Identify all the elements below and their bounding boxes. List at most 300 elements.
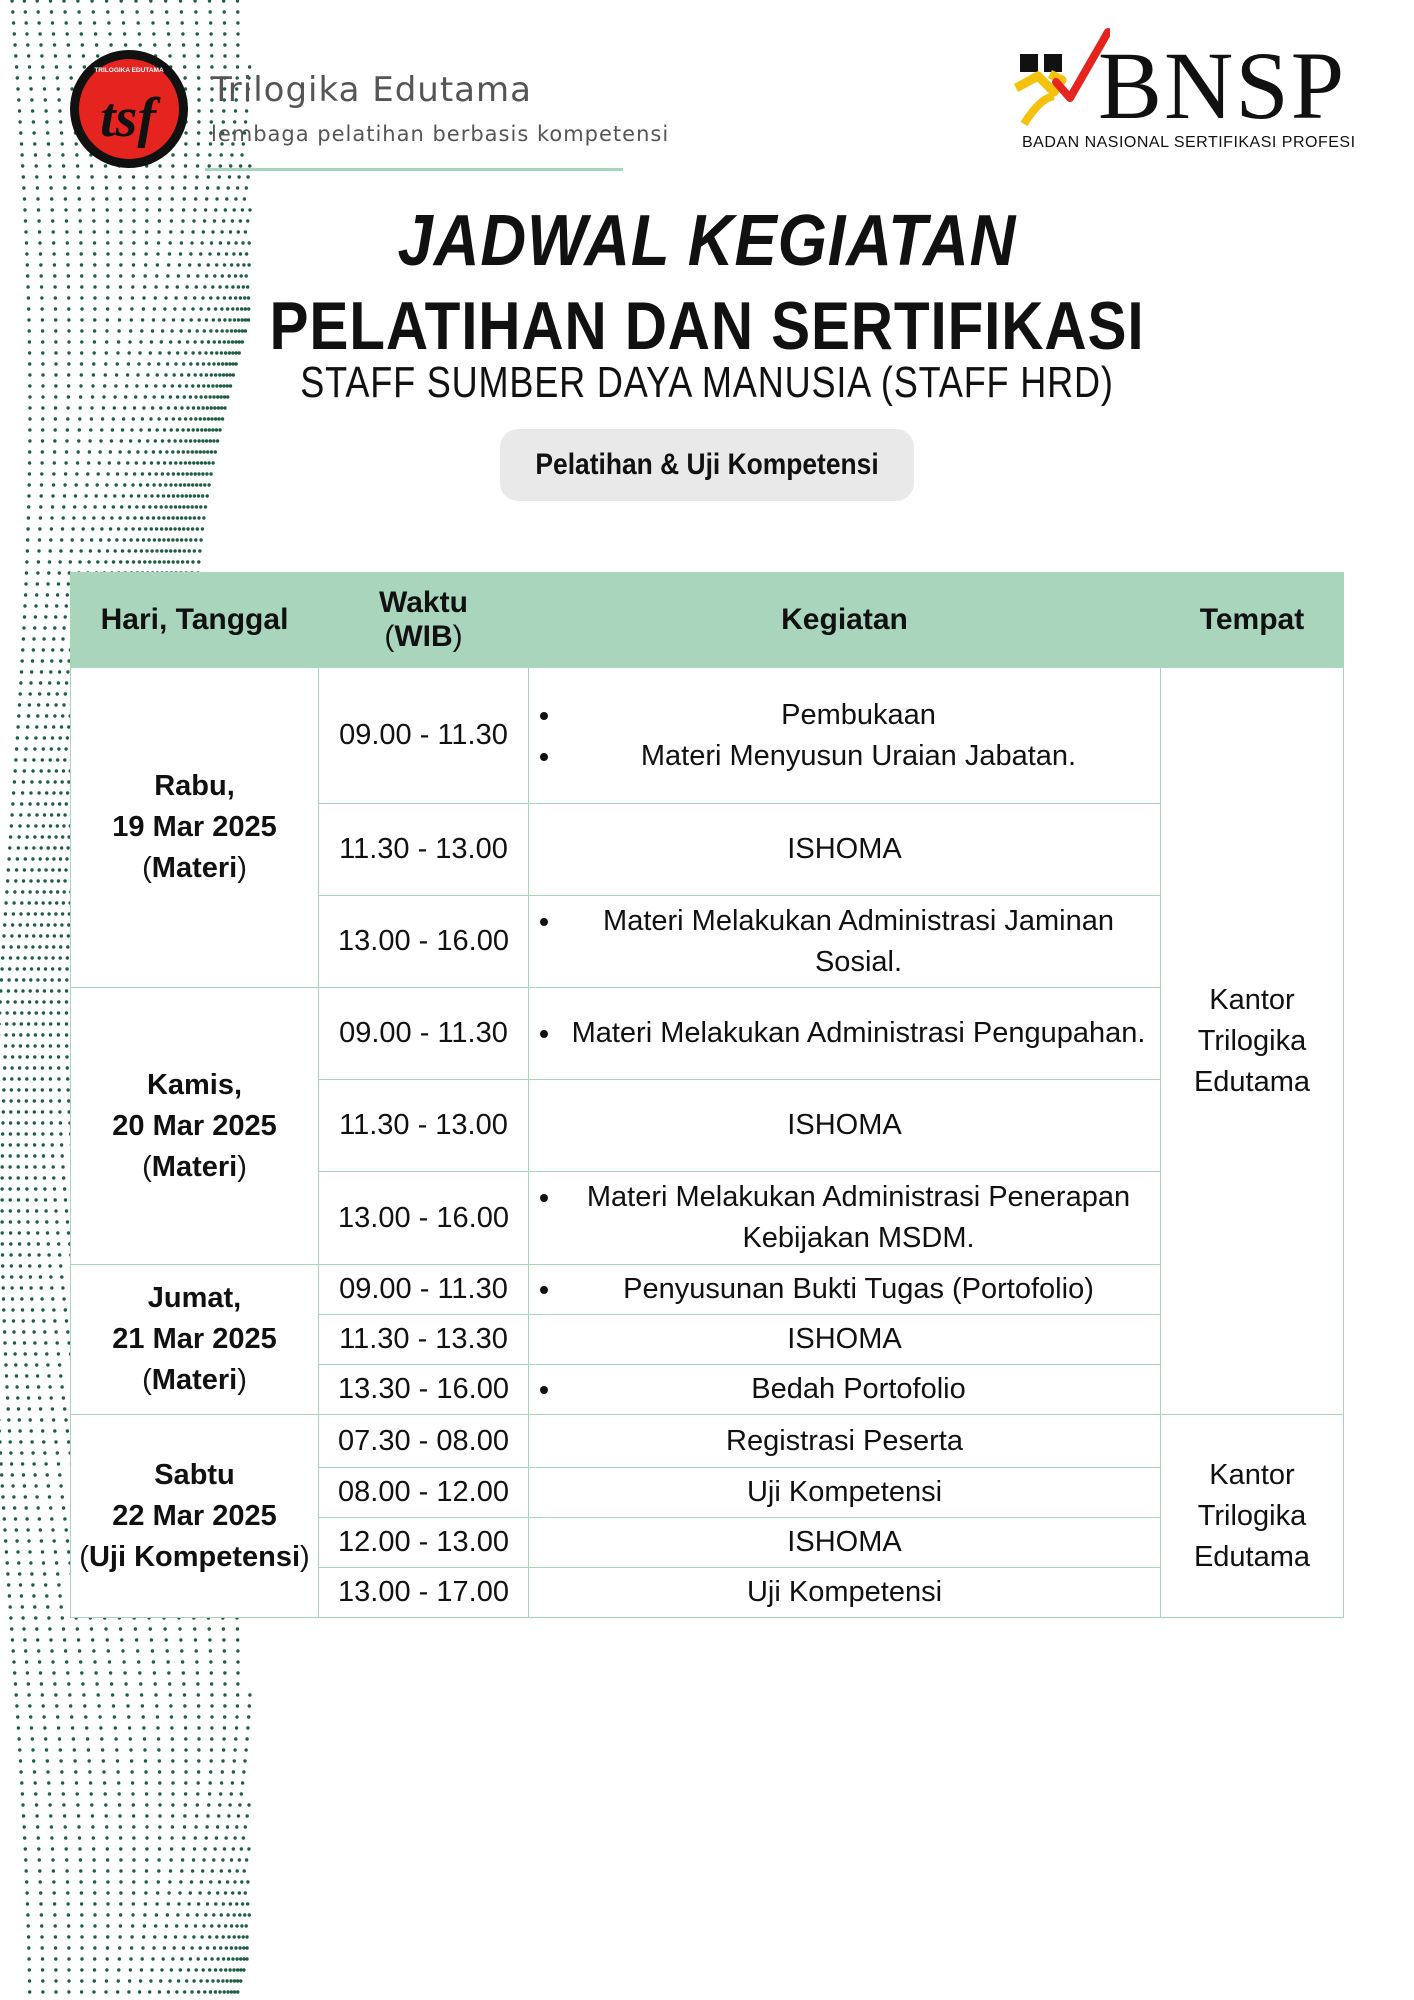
decor-dot [62,824,65,827]
decor-dot [41,395,44,398]
activity-item: • Pembukaan [563,695,1154,736]
decor-dot [79,406,82,409]
time-cell: 13.30 - 16.00 [319,1365,529,1415]
decor-dot [179,1638,182,1641]
decor-dot [26,1902,29,1905]
decor-dot [40,670,43,673]
decor-dot [117,1781,120,1784]
decor-dot [9,1154,12,1157]
decor-dot [17,1154,20,1157]
decor-dot [24,945,27,948]
decor-dot [67,1682,70,1685]
time-cell: 13.00 - 17.00 [319,1568,529,1618]
decor-dot [148,1990,151,1993]
decor-dot [29,1286,32,1289]
decor-dot [95,43,98,46]
decor-dot [47,1253,50,1256]
decor-dot [169,505,172,508]
decor-dot [21,1462,24,1465]
decor-dot [29,879,32,882]
decor-dot [28,428,31,431]
decor-dot [47,912,50,915]
decor-dot [150,1638,153,1641]
decor-dot [134,1627,137,1630]
decor-dot [51,1297,54,1300]
decor-dot [150,1968,153,1971]
decor-dot [129,1737,132,1740]
decor-dot [33,923,36,926]
decor-dot [33,835,36,838]
decor-dot [19,681,22,684]
decor-dot [119,1880,122,1883]
decor-dot [210,1682,213,1685]
decor-dot [195,505,198,508]
decor-dot [82,527,85,530]
decor-dot [3,1341,6,1344]
decor-dot [238,1913,241,1916]
decor-dot [50,1396,53,1399]
decor-dot [145,1880,148,1883]
decor-dot [10,1627,13,1630]
decor-dot [41,318,44,321]
decor-dot [65,989,68,992]
decor-dot [196,428,199,431]
decor-dot [40,1297,43,1300]
decor-dot [21,989,24,992]
decor-dot [22,186,25,189]
decor-dot [177,450,180,453]
decor-dot [238,1946,241,1949]
decor-dot [33,1154,36,1157]
decor-dot [49,1110,52,1113]
decor-dot [116,1770,119,1773]
decor-dot [33,1077,36,1080]
decor-dot [99,1726,102,1729]
decor-dot [7,857,10,860]
decor-dot [51,219,54,222]
decor-dot [42,1704,45,1707]
decor-dot [211,461,214,464]
decor-dot [53,1891,56,1894]
decor-dot [66,406,69,409]
decor-dot [105,483,108,486]
decor-dot [202,450,205,453]
decor-dot [88,439,91,442]
day-date: 20 Mar 2025 [112,1109,277,1142]
decor-dot [162,494,165,497]
decor-dot [11,1044,14,1047]
decor-dot [10,1286,13,1289]
decor-dot [5,1022,8,1025]
decor-dot [14,879,17,882]
decor-dot [178,417,181,420]
decor-dot [32,1462,35,1465]
decor-dot [24,857,27,860]
decor-dot [20,1011,23,1014]
decor-dot [2,1308,5,1311]
decor-dot [204,461,207,464]
decor-dot [109,1671,112,1674]
decor-dot [106,1638,109,1641]
decor-dot [48,681,51,684]
decor-dot [41,1055,44,1058]
decor-dot [16,736,19,739]
decor-dot [66,1429,69,1432]
decor-dot [28,65,31,68]
decor-dot [18,120,21,123]
decor-dot [27,296,30,299]
decor-dot [210,1726,213,1729]
decor-dot [182,527,185,530]
decor-dot [62,516,65,519]
decor-dot [17,1110,20,1113]
activity-item: • Materi Melakukan Administrasi Jaminan Sosial. [563,901,1154,983]
decor-dot [22,1814,25,1817]
decor-dot [182,1836,185,1839]
decor-dot [129,1957,132,1960]
decor-dot [167,1671,170,1674]
decor-dot [132,1858,135,1861]
decor-dot [73,505,76,508]
decor-dot [92,1990,95,1993]
decor-dot [22,780,25,783]
decor-dot [43,1451,46,1454]
decor-dot [18,824,21,827]
decor-dot [223,1704,226,1707]
decor-dot [28,1704,31,1707]
decor-dot [36,978,39,981]
decor-dot [207,1803,210,1806]
decor-dot [144,494,147,497]
decor-dot [119,186,122,189]
activity-cell [529,896,1161,988]
decor-dot [79,230,82,233]
decor-dot [62,769,65,772]
decor-dot [169,1869,172,1872]
decor-dot [236,0,239,3]
decor-dot [150,549,153,552]
decor-dot [17,1132,20,1135]
decor-dot [91,527,94,530]
decor-dot [9,835,12,838]
decor-dot [203,417,206,420]
decor-dot [42,824,45,827]
decor-dot [131,483,134,486]
decor-dot [76,1803,79,1806]
decor-dot [100,1737,103,1740]
decor-dot [112,560,115,563]
decor-dot [223,1671,226,1674]
decor-dot [53,1902,56,1905]
decor-dot [17,1099,20,1102]
decor-dot [94,1671,97,1674]
decor-dot [41,373,44,376]
decor-dot [51,956,54,959]
decor-dot [176,538,179,541]
decor-dot [65,1209,68,1212]
decor-dot [248,65,251,68]
decor-dot [30,670,33,673]
decor-dot [196,164,199,167]
decor-dot [181,1858,184,1861]
time-cell: 09.00 - 11.30 [319,1265,529,1315]
decor-dot [50,516,53,519]
decor-dot [159,1979,162,1982]
decor-dot [145,1847,148,1850]
decor-dot [51,868,54,871]
decor-dot [80,307,83,310]
decor-dot [0,1418,1,1421]
decor-dot [120,439,123,442]
decor-dot [109,527,112,530]
decor-dot [103,1781,106,1784]
decor-dot [176,560,179,563]
decor-dot [48,1385,51,1388]
decor-dot [236,32,239,35]
decor-dot [32,120,35,123]
decor-dot [180,1957,183,1960]
decor-dot [44,868,47,871]
decor-dot [25,736,28,739]
decor-dot [174,1935,177,1938]
decor-dot [149,1979,152,1982]
decor-dot [132,1902,135,1905]
decor-dot [219,1946,222,1949]
decor-dot [93,1957,96,1960]
decor-dot [236,1660,239,1663]
decor-dot [41,450,44,453]
decor-dot [79,1858,82,1861]
decor-dot [27,1957,30,1960]
decor-dot [158,186,161,189]
decor-dot [119,1627,122,1630]
decor-dot [46,1759,49,1762]
decor-dot [28,417,31,420]
decor-dot [181,560,184,563]
decor-dot [214,1902,217,1905]
decor-dot [158,1836,161,1839]
decor-dot [216,1891,219,1894]
decor-dot [40,846,43,849]
decor-dot [208,1935,211,1938]
decor-dot [54,615,57,618]
decor-dot [148,472,151,475]
decor-dot [1,1264,4,1267]
decor-dot [105,186,108,189]
decor-dot [31,109,34,112]
decor-dot [246,1880,249,1883]
decor-dot [42,1165,45,1168]
decor-dot [138,439,141,442]
decor-dot [187,428,190,431]
decor-dot [143,560,146,563]
decor-dot [93,1869,96,1872]
decor-dot [170,1968,173,1971]
decor-dot [41,1099,44,1102]
decor-dot [17,1143,20,1146]
decor-dot [105,1968,108,1971]
decor-dot [210,1704,213,1707]
decor-dot [28,1000,31,1003]
day-date: 21 Mar 2025 [112,1323,277,1355]
decor-dot [31,956,34,959]
decor-dot [48,1627,51,1630]
decor-dot [170,1715,173,1718]
decor-dot [59,1264,62,1267]
decor-dot [247,1715,250,1718]
decor-dot [49,1044,52,1047]
decor-dot [232,1847,235,1850]
decor-dot [34,1781,37,1784]
decor-dot [80,263,83,266]
place-line: Edutama [1193,1065,1311,1098]
decor-dot [102,516,105,519]
decor-dot [178,549,181,552]
time-cell: 11.30 - 13.00 [319,804,529,896]
decor-dot [25,1660,28,1663]
decor-dot [0,1462,3,1465]
decor-dot [202,516,205,519]
decor-dot [217,1924,220,1927]
decor-dot [52,857,55,860]
decor-dot [22,626,25,629]
decor-dot [236,1979,239,1982]
decor-dot [220,1913,223,1916]
decor-dot [196,1682,199,1685]
decor-dot [2,1088,5,1091]
decor-dot [233,1836,236,1839]
decor-dot [60,846,63,849]
decor-dot [28,1407,31,1410]
decor-dot [92,1836,95,1839]
decor-dot [46,1605,49,1608]
decor-dot [158,1770,161,1773]
decor-dot [145,549,148,552]
decor-dot [119,1847,122,1850]
decor-dot [1,1275,4,1278]
decor-dot [20,1594,23,1597]
decor-dot [108,32,111,35]
decor-dot [7,978,10,981]
day-type-close: ) [237,852,247,884]
decor-dot [51,736,54,739]
decor-dot [85,483,88,486]
day-cell [71,988,319,1265]
decor-dot [35,1495,38,1498]
decor-dot [171,450,174,453]
decor-dot [15,65,18,68]
decor-dot [20,1781,23,1784]
decor-dot [37,1506,40,1509]
decor-dot [48,1264,51,1267]
decor-dot [61,142,64,145]
decor-dot [94,32,97,35]
decor-dot [38,868,41,871]
decor-dot [150,461,153,464]
decor-dot [219,1968,222,1971]
decor-dot [23,956,26,959]
decor-dot [48,1803,51,1806]
decor-dot [181,494,184,497]
decor-dot [87,461,90,464]
decor-dot [56,1715,59,1718]
decor-dot [77,439,80,442]
decor-dot [149,0,152,3]
decor-dot [221,1858,224,1861]
decor-dot [130,1935,133,1938]
activity-cell: ISHOMA [529,1518,1161,1568]
decor-dot [67,285,70,288]
decor-dot [205,472,208,475]
decor-dot [216,1825,219,1828]
decor-dot [40,1418,43,1421]
decor-dot [121,1649,124,1652]
decor-dot [35,593,38,596]
decor-dot [233,1913,236,1916]
decor-dot [141,1957,144,1960]
decor-dot [28,472,31,475]
decor-dot [213,1946,216,1949]
decor-dot [61,714,64,717]
decor-dot [106,1913,109,1916]
decor-dot [64,1418,67,1421]
decor-dot [132,1836,135,1839]
decor-dot [223,1726,226,1729]
decor-dot [157,417,160,420]
decor-dot [209,1770,212,1773]
decor-dot [26,824,29,827]
decor-dot [42,1000,45,1003]
decor-dot [171,1792,174,1795]
decor-dot [110,439,113,442]
decor-dot [28,340,31,343]
decor-dot [210,1671,213,1674]
decor-dot [163,1946,166,1949]
decor-dot [104,1803,107,1806]
decor-dot [65,21,68,24]
decor-dot [143,1748,146,1751]
decor-dot [0,1022,1,1025]
decor-dot [228,1968,231,1971]
decor-dot [17,1088,20,1091]
decor-dot [34,615,37,618]
place-line: Kantor [1209,1458,1295,1491]
decor-dot [41,1033,44,1036]
decor-dot [141,1946,144,1949]
decor-dot [106,1935,109,1938]
decor-dot [67,351,70,354]
decor-dot [246,175,249,178]
decor-dot [172,417,175,420]
decor-dot [45,1748,48,1751]
table-header-row [71,573,1344,668]
decor-dot [80,1979,83,1982]
decor-dot [13,43,16,46]
decor-dot [192,1935,195,1938]
decor-dot [248,1704,251,1707]
decor-dot [108,1660,111,1663]
decor-dot [159,450,162,453]
decor-dot [169,1704,172,1707]
decor-dot [53,714,56,717]
decor-dot [23,1341,26,1344]
decor-dot [104,1627,107,1630]
decor-dot [199,1946,202,1949]
decor-dot [23,769,26,772]
decor-dot [227,1957,230,1960]
day-type-open: ( [142,1150,152,1183]
decor-dot [15,1693,18,1696]
